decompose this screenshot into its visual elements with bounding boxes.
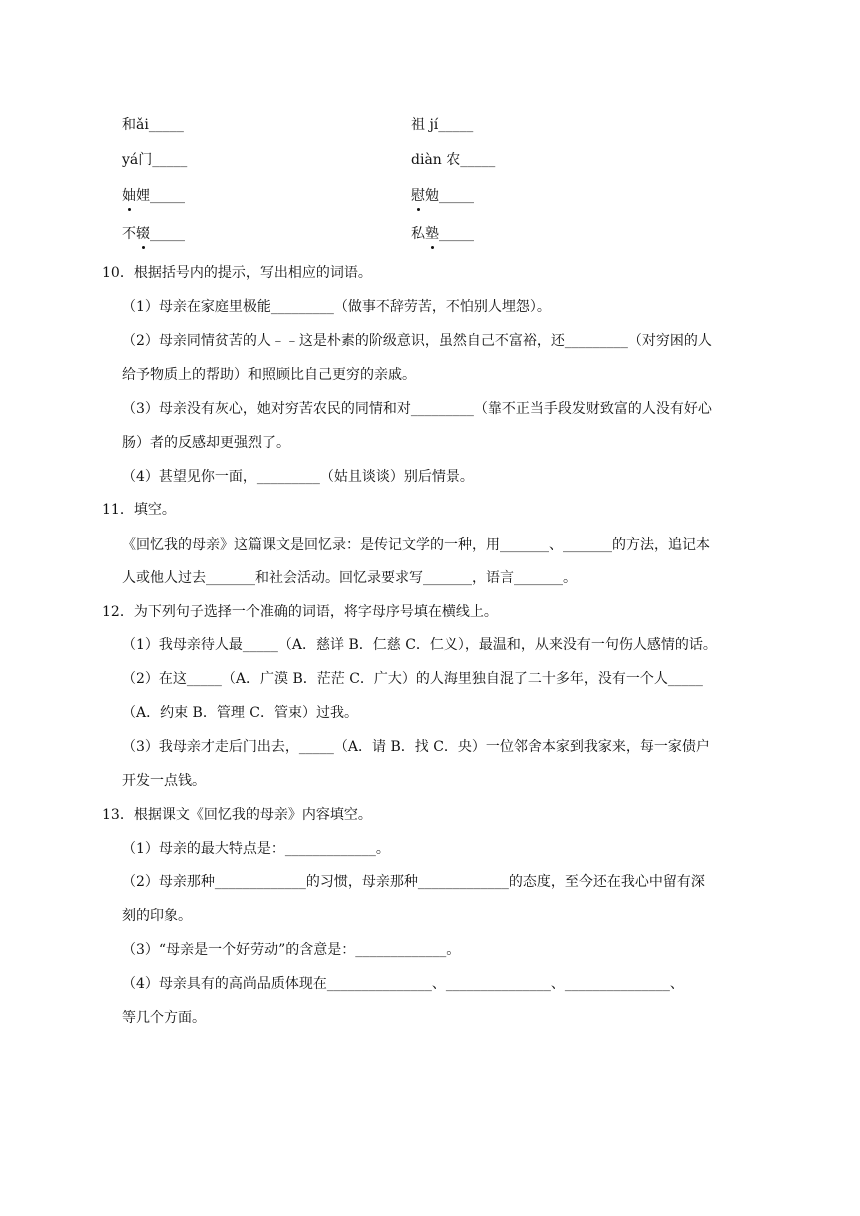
q10-item-2: （2）母亲同情贫苦的人﹣﹣这是朴素的阶级意识，虽然自己不富裕，还_________（对穷困的人 <box>122 333 712 349</box>
q9-item-zuji: 祖 jí_____ <box>411 117 474 133</box>
q10-item-2-cont: 给予物质上的帮助）和照顾比自己更穷的亲戚。 <box>122 367 416 383</box>
q11-line-1: 《回忆我的母亲》这篇课文是回忆录：是传记文学的一种，用_______、_______的方法，追记本 <box>122 537 710 553</box>
dotted-char: 辍 <box>136 226 150 242</box>
question-12-title: 12．为下列句子选择一个准确的词语，将字母序号填在横线上。 <box>102 604 498 620</box>
q12-item-2: （2）在这_____（A．广漠 B．茫茫 C．广大）的人海里独自混了二十多年，没有一个人_____ <box>122 671 703 687</box>
q13-item-2-cont: 刻的印象。 <box>122 908 192 924</box>
q10-item-3: （3）母亲没有灰心，她对穷苦农民的同情和对_________（靠不正当手段发财致富的人没有好心 <box>122 401 712 417</box>
q9-item-zhouli <box>122 186 185 206</box>
dotted-char: 塾 <box>425 226 439 242</box>
q9-item-rest: _____ <box>439 226 474 242</box>
q9-item-sishu <box>411 224 474 244</box>
dotted-char: 妯 <box>122 188 136 204</box>
q13-item-1: （1）母亲的最大特点是：_____________。 <box>122 841 390 857</box>
q13-item-2: （2）母亲那种_____________的习惯，母亲那种_____________的态度，至今还在我心中留有深 <box>122 874 705 890</box>
q9-item-diannong: diàn 农_____ <box>411 152 496 168</box>
q11-line-2: 人或他人过去_______和社会活动。回忆录要求写_______，语言_______。 <box>122 570 577 586</box>
q9-item-pre: 私 <box>411 226 425 242</box>
q13-item-4-cont: 等几个方面。 <box>122 1010 206 1026</box>
q9-item-weimian <box>411 186 474 206</box>
q10-item-1: （1）母亲在家庭里极能_________（做事不辞劳苦，不怕别人埋怨）。 <box>122 299 551 315</box>
q10-item-4: （4）甚望见你一面，_________（姑且谈谈）别后情景。 <box>122 469 474 485</box>
q9-item-rest: 娌_____ <box>136 188 185 204</box>
q13-item-4: （4）母亲具有的高尚品质体现在_______________、_______________、_______________、 <box>122 976 684 992</box>
q9-item-rest: _____ <box>150 226 185 242</box>
q12-item-1: （1）我母亲待人最_____（A．慈详 B．仁慈 C．仁义），最温和，从来没有一句伤人感情的话。 <box>122 637 717 653</box>
q10-item-3-cont: 肠）者的反感却更强烈了。 <box>122 435 290 451</box>
q9-item-rest: 勉_____ <box>425 188 474 204</box>
dotted-char: 慰 <box>411 188 425 204</box>
q9-item-yamen: yá门_____ <box>122 152 188 168</box>
q9-item-heai: 和ǎi_____ <box>122 117 184 133</box>
question-13-title: 13．根据课文《回忆我的母亲》内容填空。 <box>102 807 372 823</box>
question-11-title: 11．填空。 <box>102 502 176 518</box>
question-10-title: 10．根据括号内的提示，写出相应的词语。 <box>102 265 372 281</box>
q12-item-3-cont: 开发一点钱。 <box>122 773 206 789</box>
q9-item-buchuo <box>122 224 185 244</box>
q12-item-2-cont: （A．约束 B．管理 C．管束）过我。 <box>122 705 359 721</box>
q9-item-pre: 不 <box>122 226 136 242</box>
q13-item-3: （3）“母亲是一个好劳动”的含意是：_____________。 <box>122 942 461 958</box>
q12-item-3: （3）我母亲才走后门出去，_____（A．请 B．找 C．央）一位邻舍本家到我家来，每一家债户 <box>122 739 710 755</box>
